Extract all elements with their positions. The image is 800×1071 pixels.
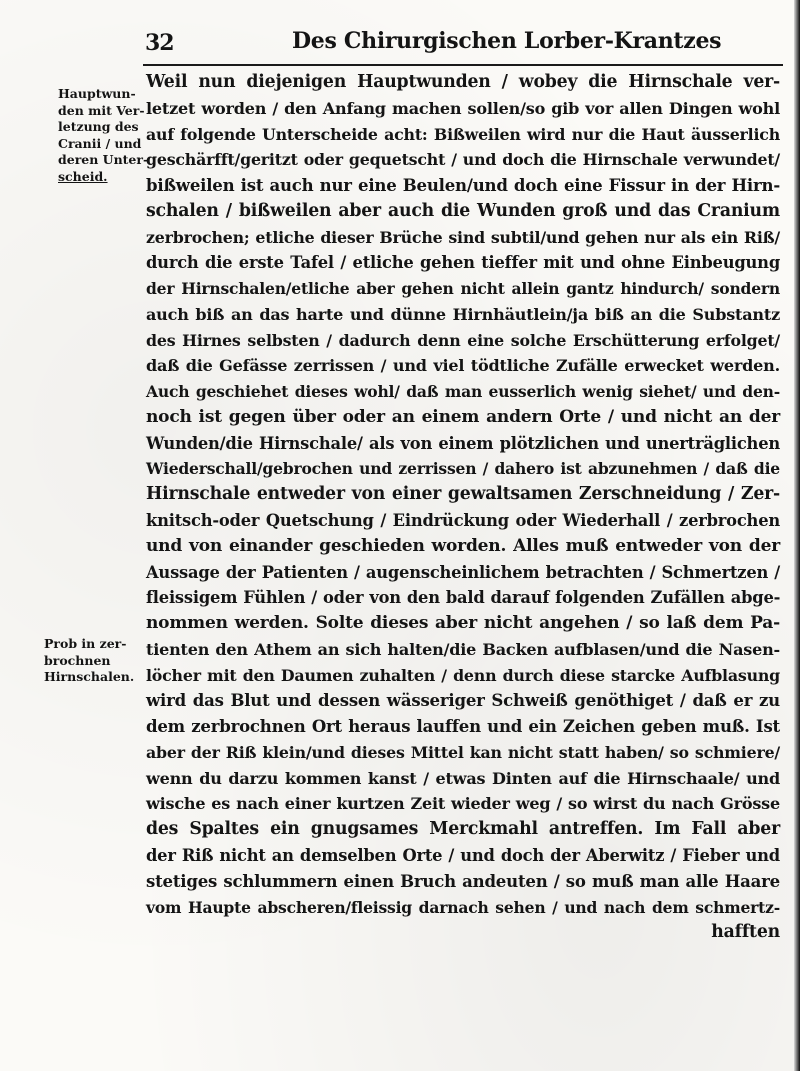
text-line: auch biß an das harte und dünne Hirnhäutlein/ja biß an die Substantz <box>146 304 780 324</box>
body-text <box>146 70 780 946</box>
marginal-line: Hauptwun- <box>58 86 136 101</box>
text-line: löcher mit den Daumen zuhalten / denn durch diese starcke Aufblasung <box>146 665 780 685</box>
marginal-line: Cranii / und <box>58 135 142 151</box>
text-line: des Hirnes selbsten / dadurch denn eine solche Erschütterung erfolget/ <box>146 330 780 350</box>
header-rule <box>143 64 783 66</box>
text-line: des Spaltes ein gnugsames Merckmahl antreffen. Im Fall aber <box>146 819 780 840</box>
marginal-line: Hirnschalen. <box>44 669 135 685</box>
marginal-line: Prob in zer- <box>44 636 127 651</box>
text-line: letzet worden / den Anfang machen sollen/so gib vor allen Dingen wohl <box>146 98 780 118</box>
marginal-line: scheid. <box>58 168 108 184</box>
page-edge-shadow <box>794 0 800 1071</box>
marginal-line: brochnen <box>44 652 111 668</box>
text-line: geschärfft/geritzt oder gequetscht / und doch die Hirnschale verwundet/ <box>146 150 780 170</box>
text-line: wische es nach einer kurtzen Zeit wieder weg / so wirst du nach Grösse <box>146 794 780 814</box>
text-line: Hirnschale entweder von einer gewaltsamen Zerschneidung / Zer- <box>146 484 780 505</box>
marginal-line: den mit Ver- <box>58 102 145 118</box>
text-line: noch ist gegen über oder an einem andern Orte / und nicht an der <box>146 406 780 427</box>
catchword: hafften <box>711 922 780 943</box>
text-line: knitsch-oder Quetschung / Eindrückung oder Wiederhall / zerbrochen <box>146 511 780 531</box>
text-line: der Riß nicht an demselben Orte / und doch der Aberwitz / Fieber und <box>146 845 780 865</box>
marginal-line: letzung des <box>58 119 139 135</box>
page-header <box>0 22 800 62</box>
text-line: dem zerbrochnen Ort heraus lauffen und ein Zeichen geben muß. Ist <box>146 716 780 737</box>
text-line: und von einander geschieden worden. Alles muß entweder von der <box>146 535 780 556</box>
text-line: fleissigem Fühlen / oder von den bald darauf folgenden Zufällen abge- <box>146 588 781 608</box>
text-line: zerbrochen; etliche dieser Brüche sind subtil/und gehen nur als ein Riß/ <box>146 227 780 247</box>
text-line: aber der Riß klein/und dieses Mittel kan nicht statt haben/ so schmiere/ <box>146 742 780 762</box>
text-line: durch die erste Tafel / etliche gehen tieffer mit und ohne Einbeugung <box>146 253 780 273</box>
text-line: wird das Blut und dessen wässeriger Schweiß genöthiget / daß er zu <box>146 690 780 711</box>
marginal-note-head-wounds <box>58 86 148 186</box>
text-line: bißweilen ist auch nur eine Beulen/und doch eine Fissur in der Hirn- <box>146 175 780 196</box>
text-line: vom Haupte abscheren/fleissig darnach sehen / und nach dem schmertz- <box>146 897 780 917</box>
text-line: Auch geschiehet dieses wohl/ daß man eusserlich wenig siehet/ und den- <box>146 382 780 402</box>
text-line: tienten den Athem an sich halten/die Backen aufblasen/und die Nasen- <box>146 639 780 659</box>
page-number: 32 <box>145 30 174 56</box>
text-line: Aussage der Patienten / augenscheinlichem betrachten / Schmertzen / <box>146 562 780 582</box>
text-line: Wunden/die Hirnschale/ als von einem plötzlichen und unerträglichen <box>146 433 780 453</box>
text-line: nommen werden. Solte dieses aber nicht angehen / so laß dem Pa- <box>146 613 780 634</box>
text-line: auf folgende Unterscheide acht: Bißweilen wird nur die Haut äusserlich <box>146 124 780 144</box>
text-line: wenn du darzu kommen kanst / etwas Dinten auf die Hirnschaale/ und <box>146 768 780 788</box>
text-line: daß die Gefässe zerrissen / und viel tödtliche Zufälle erwecket werden. <box>146 356 780 376</box>
running-title: Des Chirurgischen Lorber-Krantzes <box>292 28 722 54</box>
marginal-line: deren Unter- <box>58 152 149 168</box>
text-line: Weil nun diejenigen Hauptwunden / wobey die Hirnschale ver- <box>146 72 780 92</box>
text-line: schalen / bißweilen aber auch die Wunden groß und das Cranium <box>146 200 780 221</box>
text-line: Wiederschall/gebrochen und zerrissen / dahero ist abzunehmen / daß die <box>146 459 780 479</box>
text-line: der Hirnschalen/etliche aber gehen nicht allein gantz hindurch/ sondern <box>146 279 780 299</box>
marginal-note-skull-test <box>44 636 134 686</box>
text-line: stetiges schlummern einen Bruch andeuten / so muß man alle Haare <box>146 870 780 891</box>
